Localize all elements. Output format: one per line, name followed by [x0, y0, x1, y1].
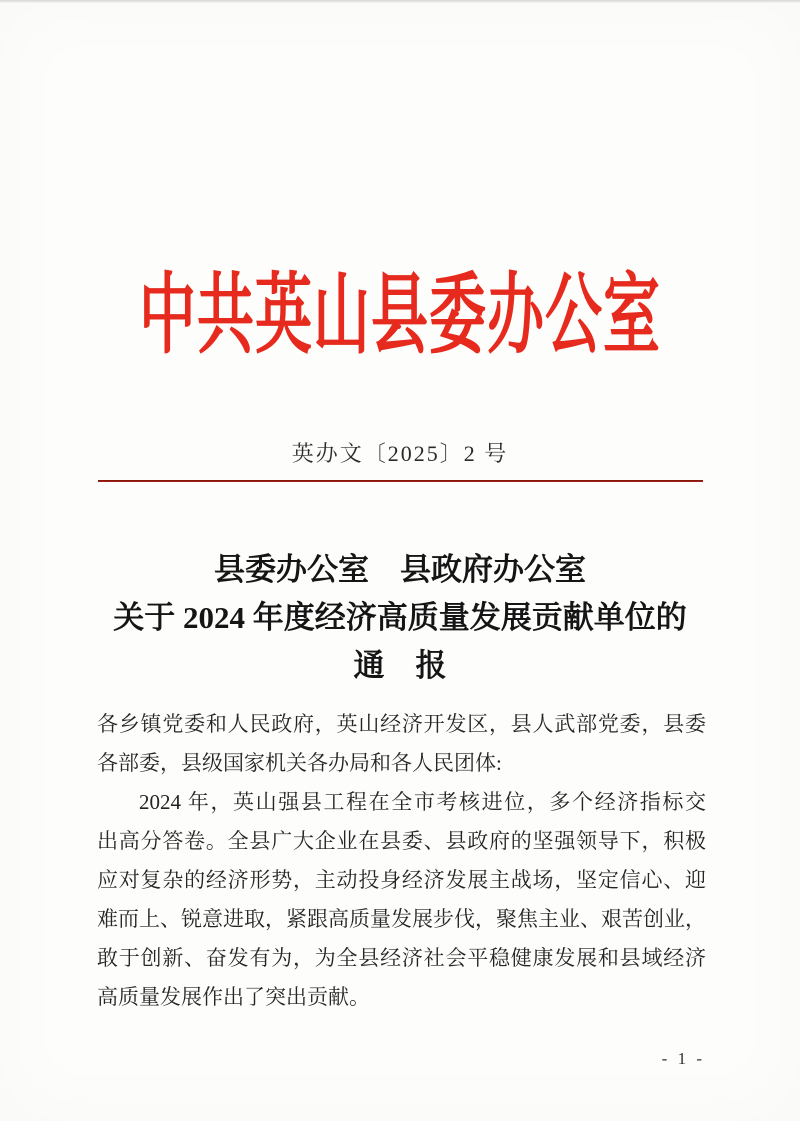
org-title-text: 中共英山县委办公室	[139, 267, 661, 366]
org-title-banner	[0, 267, 800, 366]
body-line: 出高分答卷。全县广大企业在县委、县政府的坚强领导下，积极	[97, 829, 706, 853]
body-line: 难而上、锐意进取，紧跟高质量发展步伐，聚焦主业、艰苦创业，	[97, 907, 706, 931]
body-line: 高质量发展作出了突出贡献。	[97, 985, 370, 1009]
body-line: 各部委，县级国家机关各办局和各人民团体:	[97, 751, 502, 775]
doc-title-line-2: 关于 2024 年度经济高质量发展贡献单位的	[113, 600, 687, 635]
doc-title-line-3: 通 报	[353, 648, 447, 683]
body-line: 各乡镇党委和人民政府，英山经济开发区，县人武部党委，县委	[97, 712, 706, 736]
doc-title	[0, 546, 800, 690]
red-divider-line	[98, 480, 703, 482]
doc-number: 英办文〔2025〕2 号	[291, 441, 509, 466]
doc-title-line-1: 县委办公室 县政府办公室	[214, 552, 586, 587]
body-line: 2024 年，英山强县工程在全市考核进位，多个经济指标交	[139, 790, 706, 814]
body-line: 敢于创新、奋发有为，为全县经济社会平稳健康发展和县域经济	[97, 946, 706, 970]
body-line: 应对复杂的经济形势，主动投身经济发展主战场，坚定信心、迎	[97, 868, 706, 892]
scan-edge-top	[0, 0, 800, 3]
document-body	[97, 705, 706, 1017]
page-number: - 1 -	[661, 1049, 705, 1068]
